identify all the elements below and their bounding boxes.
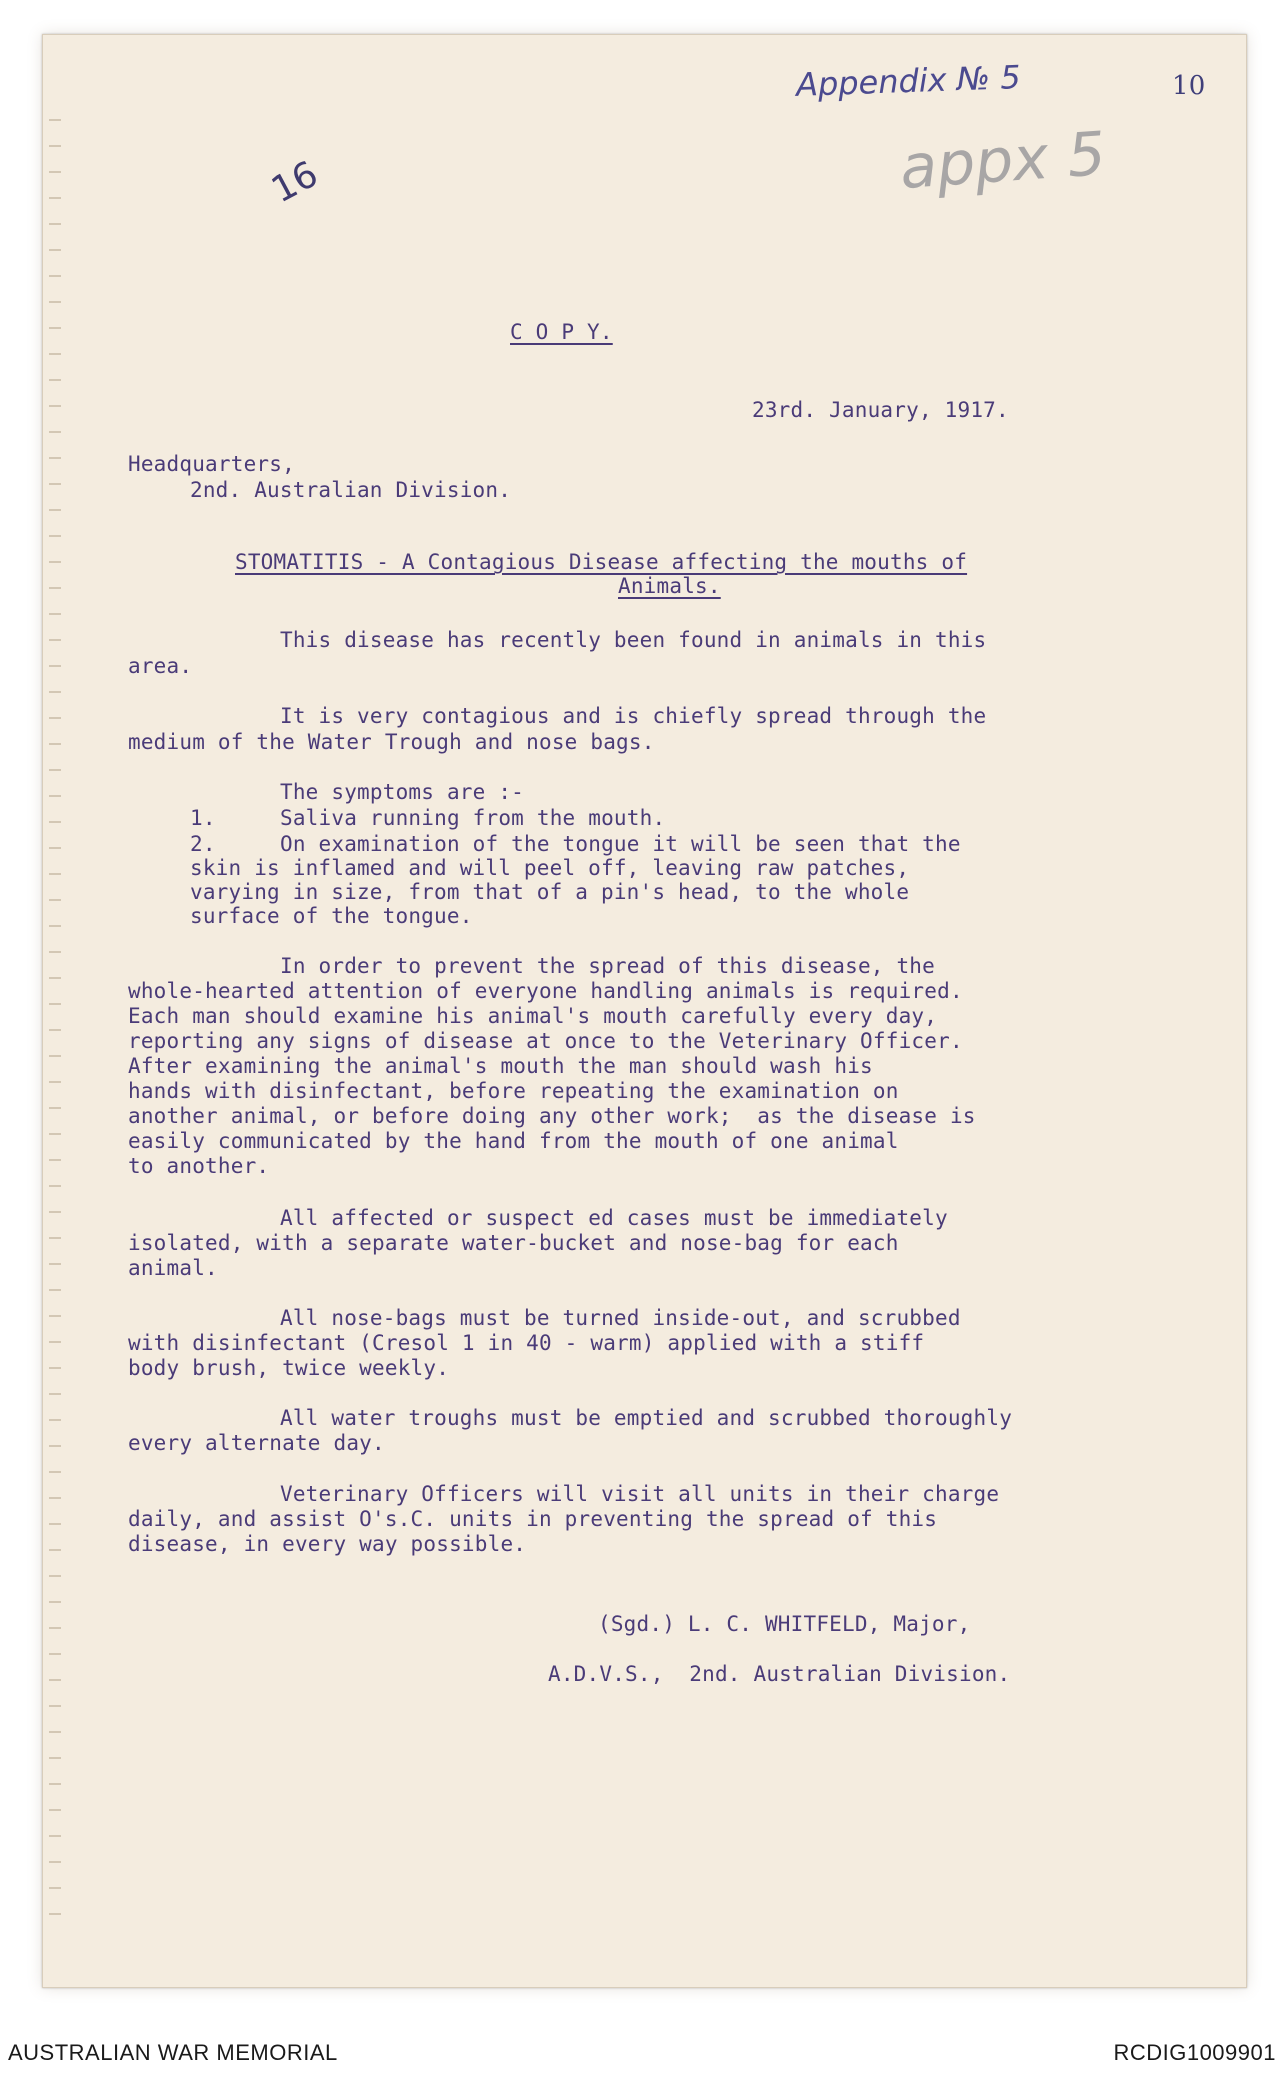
letter-date: 23rd. January, 1917. [752,398,1009,422]
paragraph-line: It is very contagious and is chiefly spread through the [280,704,987,728]
paragraph-line: hands with disinfectant, before repeating the examination on [128,1079,899,1103]
symptoms-intro: The symptoms are :- [280,780,525,804]
copy-heading: C O P Y. [510,320,613,344]
paragraph-line: All water troughs must be emptied and scrubbed thoroughly [280,1406,1013,1430]
subject-line: Animals. [618,574,721,598]
paragraph-line: area. [128,654,193,678]
paragraph-line: reporting any signs of disease at once to the Veterinary Officer. [128,1029,963,1053]
paragraph-line: All nose-bags must be turned inside-out, and scrubbed [280,1306,961,1330]
archive-credit: AUSTRALIAN WAR MEMORIAL [8,2040,338,2065]
paragraph-line: with disinfectant (Cresol 1 in 40 - warm) applied with a stiff [128,1331,925,1355]
symptom-number: 2. [190,832,216,856]
paragraph-line: easily communicated by the hand from the mouth of one animal [128,1129,899,1153]
paragraph-line: This disease has recently been found in animals in this [280,628,987,652]
paragraph-line: daily, and assist O's.C. units in preventing the spread of this [128,1507,938,1531]
paragraph-line: isolated, with a separate water-bucket and nose-bag for each [128,1231,899,1255]
paragraph-line: another animal, or before doing any other work; as the disease is [128,1104,976,1128]
paragraph-line: disease, in every way possible. [128,1532,527,1556]
appendix-annotation: Appendix № 5 [795,58,1022,104]
appx-pencil-annotation: appx 5 [897,118,1108,204]
page-number: 10 [1172,71,1206,101]
archive-reference: RCDIG1009901 [1113,2040,1276,2065]
symptom-line: varying in size, from that of a pin's head, to the whole [190,880,910,904]
folio-number: 16 [265,153,325,212]
paragraph-line: Veterinary Officers will visit all units in their charge [280,1482,1000,1506]
paper-edge-marks [49,95,61,1935]
symptom-line: On examination of the tongue it will be seen that the [280,832,961,856]
paragraph-line: body brush, twice weekly. [128,1356,450,1380]
signature-line: A.D.V.S., 2nd. Australian Division. [548,1662,1011,1686]
symptom-number: 1. [190,806,216,830]
paragraph-line: After examining the animal's mouth the man should wash his [128,1054,873,1078]
subject-line: STOMATITIS - A Contagious Disease affecting the mouths of [235,550,968,574]
recipient-line: Headquarters, [128,452,295,476]
paragraph-line: Each man should examine his animal's mouth carefully every day, [128,1004,938,1028]
paragraph-line: whole-hearted attention of everyone handling animals is required. [128,979,963,1003]
paragraph-line: every alternate day. [128,1431,385,1455]
paragraph-line: animal. [128,1256,218,1280]
symptom-line: Saliva running from the mouth. [280,806,666,830]
paragraph-line: In order to prevent the spread of this disease, the [280,954,935,978]
recipient-line: 2nd. Australian Division. [190,478,512,502]
paragraph-line: to another. [128,1154,270,1178]
symptom-line: surface of the tongue. [190,904,473,928]
signature-line: (Sgd.) L. C. WHITFELD, Major, [598,1612,971,1636]
symptom-line: skin is inflamed and will peel off, leaving raw patches, [190,856,910,880]
paragraph-line: All affected or suspect ed cases must be immediately [280,1206,948,1230]
paragraph-line: medium of the Water Trough and nose bags. [128,730,655,754]
